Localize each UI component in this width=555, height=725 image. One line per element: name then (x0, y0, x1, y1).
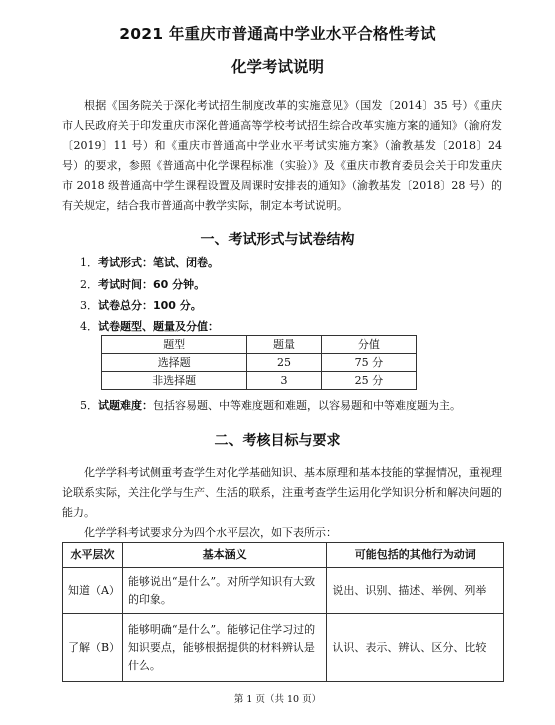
table-cell: 能够明确“是什么”。能够记住学习过的知识要点，能够根据提供的材料辨认是什么。 (122, 614, 326, 682)
table-row (63, 568, 504, 614)
table-cell: 说出、识别、描述、举例、列举 (327, 568, 504, 614)
item-value: 笔试、闭卷。 (153, 256, 219, 269)
assessment-paragraph: 化学学科考试侧重考查学生对化学基础知识、基本原理和基本技能的掌握情况，重视理论联系实际，关注化学与生产、生活的联系，注重考查学生运用化学知识分析和解决问题的能力。 (62, 466, 502, 519)
intro-paragraph: 根据《国务院关于深化考试招生制度改革的实施意见》（国发〔2014〕35 号）《重庆市人民政府关于印发重庆市深化普通高等学校考试招生综合改革实施方案的通知》（渝府发〔2019〕11 号）和《重庆市普通高中学业水平考试实施方案》（渝教基发〔2018〕24 号）的要求，参照《普通高中化学课程标准（实验）》及《重庆市教育委员会关于印发重庆市 2018 级普通高中学生课程设置及周课时安排表的通知》（渝教基发〔2018〕28 号）的有关规定，结合我市普通高中教学实际，制定本考试说明。 (62, 99, 502, 212)
table-cell: 25 (247, 354, 321, 372)
level-table (62, 542, 504, 682)
table-cell: 非选择题 (102, 372, 247, 390)
total-score-item (80, 297, 202, 315)
item-number: 3． (80, 299, 98, 312)
table-cell: 75 分 (321, 354, 416, 372)
page-footer: 第 1 页（共 10 页） (233, 694, 322, 705)
table-header-cell: 题型 (102, 336, 247, 354)
section-2-heading: 二、考核目标与要求 (214, 433, 341, 449)
table-header-row (102, 336, 417, 354)
table-cell: 了解（B） (63, 614, 123, 682)
item-label: 考试时间： (98, 278, 153, 291)
item-number: 2． (80, 278, 98, 291)
exam-format-item (80, 254, 219, 272)
item-number: 1． (80, 256, 98, 269)
document-title: 2021 年重庆市普通高中学业水平合格性考试 (119, 25, 436, 43)
table-cell: 25 分 (321, 372, 416, 390)
question-type-table (101, 335, 417, 390)
item-number: 4． (80, 320, 98, 333)
question-types-item (80, 318, 219, 336)
item-value: 100 分。 (153, 299, 202, 312)
table-cell: 认识、表示、辨认、区分、比较 (327, 614, 504, 682)
table-cell: 3 (247, 372, 321, 390)
document-subtitle: 化学考试说明 (230, 58, 324, 76)
section-1-heading: 一、考试形式与试卷结构 (200, 232, 355, 248)
table-header-cell: 分值 (321, 336, 416, 354)
table-cell: 知道（A） (63, 568, 123, 614)
table-header-cell: 水平层次 (63, 543, 123, 568)
item-value: 包括容易题、中等难度题和难题，以容易题和中等难度题为主。 (153, 399, 461, 412)
item-number: 5． (80, 399, 98, 412)
exam-time-item (80, 276, 205, 294)
table-cell: 选择题 (102, 354, 247, 372)
item-value: 60 分钟。 (153, 278, 206, 291)
item-label: 试卷总分： (98, 299, 153, 312)
table-header-cell: 基本涵义 (122, 543, 326, 568)
table-row (63, 614, 504, 682)
table-row (102, 354, 417, 372)
table-row (102, 372, 417, 390)
difficulty-item (80, 397, 461, 415)
table-cell: 能够说出“是什么”。对所学知识有大致的印象。 (122, 568, 326, 614)
table-header-cell: 题量 (247, 336, 321, 354)
item-label: 试卷题型、题量及分值： (98, 320, 219, 333)
item-label: 试题难度： (98, 399, 153, 412)
item-label: 考试形式： (98, 256, 153, 269)
table-header-row (63, 543, 504, 568)
levels-intro-paragraph: 化学学科考试要求分为四个水平层次，如下表所示： (84, 526, 337, 539)
table-header-cell: 可能包括的其他行为动词 (327, 543, 504, 568)
